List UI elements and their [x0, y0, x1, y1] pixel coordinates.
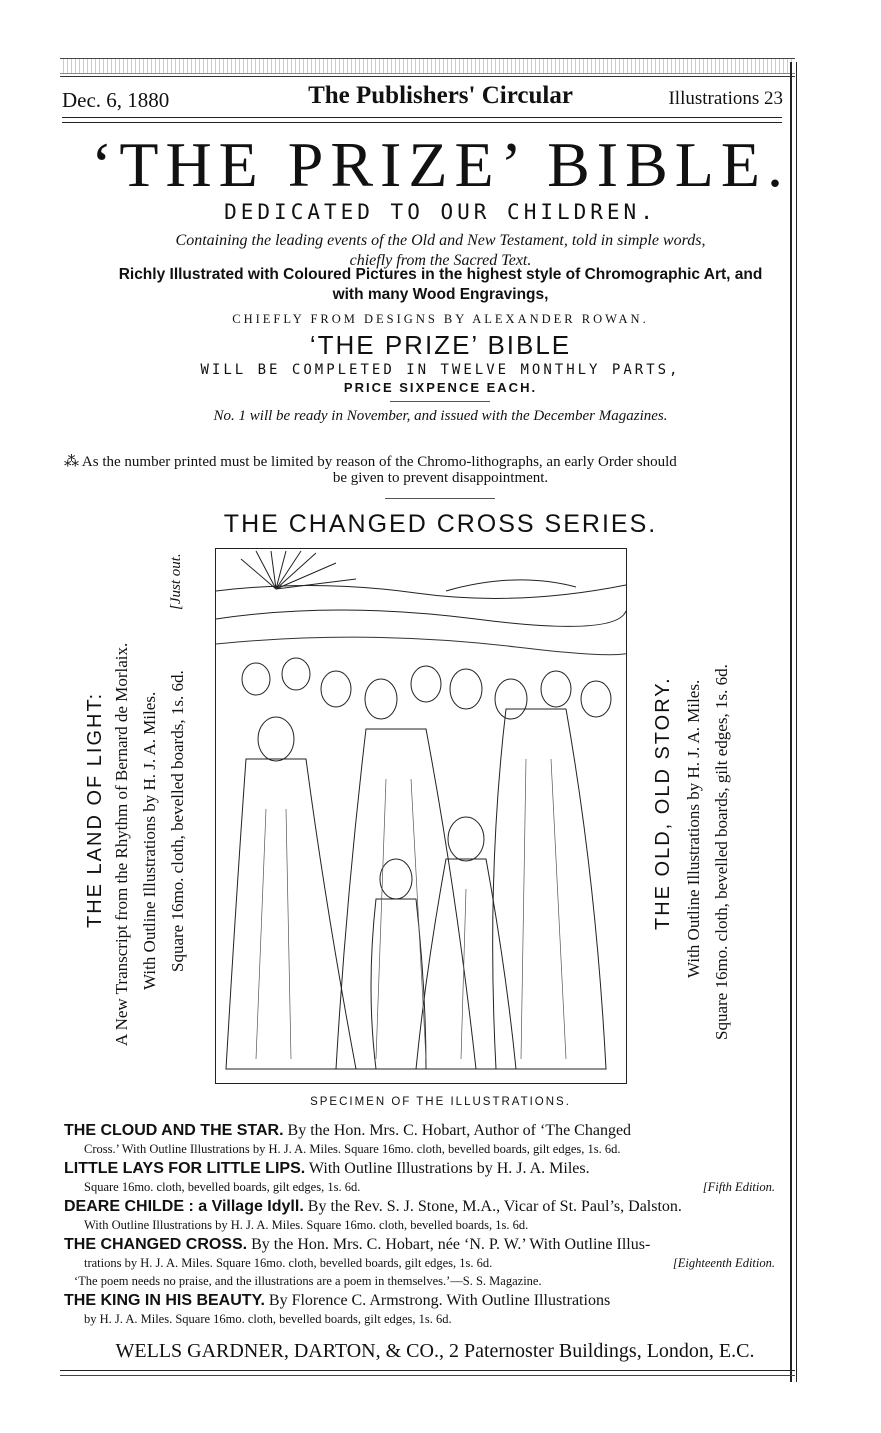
price-line: PRICE SIXPENCE EACH.	[343, 380, 538, 395]
book-quote-4: ‘The poem needs no praise, and the illustrations are a poem in themselves.’—S. S. Magazine.	[74, 1274, 542, 1288]
notice-divider	[385, 498, 495, 499]
book-desc-2: With Outline Illustrations by H. J. A. Miles.	[308, 1160, 590, 1177]
top-border	[60, 58, 795, 74]
figures	[226, 709, 606, 1069]
land-of-light-line-3: Square 16mo. cloth, bevelled boards, 1s. 6d.	[168, 670, 187, 972]
top-rule	[60, 76, 795, 77]
book-title-4: THE CHANGED CROSS.	[64, 1236, 248, 1253]
containing-line-1: Containing the leading events of the Old and New Testament, told in simple words,	[175, 232, 706, 249]
header-date: Dec. 6, 1880	[62, 88, 170, 112]
book-entry-5	[64, 1292, 784, 1310]
publisher-line: WELLS GARDNER, DARTON, & CO., 2 Paternoster Buildings, London, E.C.	[115, 1340, 755, 1362]
prize-bible-title: ‘THE PRIZE’ BIBLE.	[91, 129, 790, 200]
book-sub-4: trations by H. J. A. Miles. Square 16mo. cloth, bevelled boards, gilt edges, 1s. 6d.	[84, 1256, 493, 1270]
book-note-4: [Eighteenth Edition.	[672, 1256, 775, 1270]
land-of-light-line-2: With Outline Illustrations by H. J. A. Miles.	[140, 691, 159, 990]
book-sub-2: Square 16mo. cloth, bevelled boards, gilt edges, 1s. 6d.	[84, 1180, 361, 1194]
crowd	[242, 658, 611, 899]
header-publication: The Publishers' Circular	[308, 82, 573, 109]
book-title-3: DEARE CHILDE : a Village Idyll.	[64, 1198, 304, 1215]
book-desc-4: By the Hon. Mrs. C. Hobart, née ‘N. P. W.’ With Outline Illus-	[251, 1236, 651, 1253]
robe-lines	[256, 759, 566, 1059]
book-note-2: [Fifth Edition.	[702, 1180, 775, 1194]
bottom-rule	[60, 1370, 795, 1371]
header-rule-2	[62, 122, 782, 123]
book-sub-5: by H. J. A. Miles. Square 16mo. cloth, bevelled boards, gilt edges, 1s. 6d.	[84, 1312, 452, 1326]
land-of-light-status: [Just out.	[168, 553, 184, 610]
book-title-1: THE CLOUD AND THE STAR.	[64, 1122, 284, 1139]
book-entry-4	[64, 1236, 784, 1254]
book-entry-2	[64, 1160, 784, 1178]
book-title-5: THE KING IN HIS BEAUTY.	[64, 1292, 265, 1309]
old-old-story-title: THE OLD, OLD STORY.	[652, 676, 674, 930]
short-divider	[390, 401, 490, 402]
old-old-story-line-1: With Outline Illustrations by H. J. A. Miles.	[684, 679, 703, 978]
notice-line-2: be given to prevent disappointment.	[332, 470, 549, 486]
book-title-2: LITTLE LAYS FOR LITTLE LIPS.	[64, 1160, 306, 1177]
designs-line: CHIEFLY FROM DESIGNS BY ALEXANDER ROWAN.	[232, 312, 649, 326]
series-title: THE CHANGED CROSS SERIES.	[223, 510, 658, 538]
header-rule	[62, 117, 782, 118]
richly-line-1: Richly Illustrated with Coloured Pictures in the highest style of Chromographic Art, and	[118, 266, 763, 283]
sun-rays	[241, 551, 356, 589]
containing-line-2: chiefly from the Sacred Text.	[349, 252, 532, 269]
book-sub-3: With Outline Illustrations by H. J. A. Miles. Square 16mo. cloth, bevelled boards, 1s. 6d.	[84, 1218, 529, 1232]
book-desc-5: By Florence C. Armstrong. With Outline Illustrations	[268, 1292, 611, 1309]
book-desc-1: By the Hon. Mrs. C. Hobart, Author of ‘The Changed	[287, 1122, 632, 1139]
illustration-drawing	[216, 549, 626, 1083]
book-sub-1: Cross.’ With Outline Illustrations by H. J. A. Miles. Square 16mo. cloth, bevelled boards, gilt edges, 1s. 6d.	[84, 1142, 621, 1156]
bottom-rule-2	[60, 1375, 795, 1376]
richly-line-2: with many Wood Engravings,	[332, 286, 549, 303]
completed-line: WILL BE COMPLETED IN TWELVE MONTHLY PARTS,	[200, 362, 681, 378]
land-of-light-title: THE LAND OF LIGHT:	[84, 691, 106, 928]
prize-bible-subtitle: ‘THE PRIZE’ BIBLE	[309, 330, 572, 360]
notice-line-1: ⁂ As the number printed must be limited by reason of the Chromo-lithographs, an early Order should	[64, 454, 677, 470]
book-desc-3: By the Rev. S. J. Stone, M.A., Vicar of St. Paul’s, Dalston.	[307, 1198, 682, 1215]
specimen-illustration	[215, 548, 627, 1084]
book-entry-3	[64, 1198, 784, 1216]
dedicated-line: DEDICATED TO OUR CHILDREN.	[224, 200, 657, 224]
land-of-light-line-1: A New Transcript from the Rhythm of Bernard de Morlaix.	[112, 642, 131, 1046]
no1-line: No. 1 will be ready in November, and issued with the December Magazines.	[213, 408, 668, 424]
old-old-story-line-2: Square 16mo. cloth, bevelled boards, gilt edges, 1s. 6d.	[712, 664, 731, 1040]
header-page-ref: Illustrations 23	[668, 88, 783, 109]
specimen-caption: SPECIMEN OF THE ILLUSTRATIONS.	[310, 1096, 571, 1108]
book-entry-1	[64, 1122, 784, 1140]
